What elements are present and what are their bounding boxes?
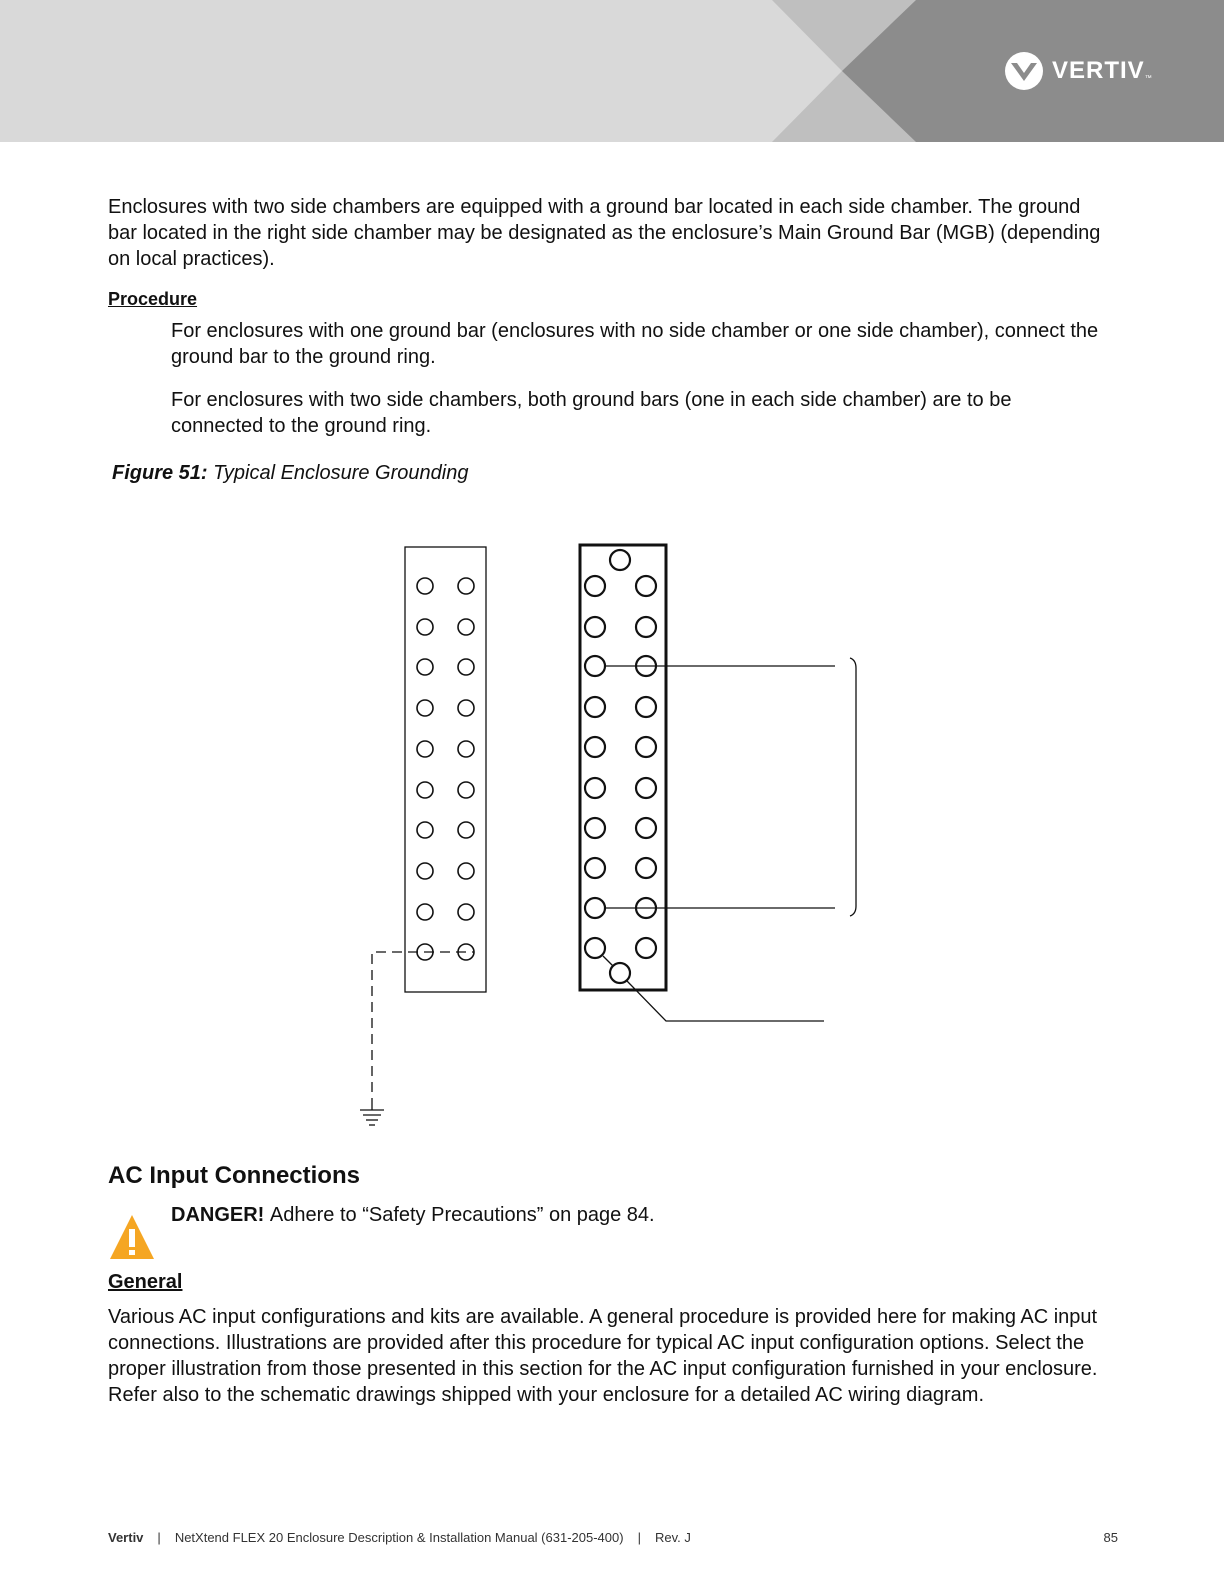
figure-title: Typical Enclosure Grounding — [213, 462, 469, 484]
left-ground-bar — [405, 547, 486, 992]
lead-bracket — [850, 658, 856, 916]
footer-page-number: 85 — [1103, 1530, 1118, 1545]
figure-number: Figure 51: — [112, 462, 208, 484]
general-heading: General — [108, 1271, 183, 1293]
procedure-step-1: For enclosures with one ground bar (enclosures with no side chamber or one side chamber), connect the ground bar to the ground ring. — [171, 320, 1099, 368]
ac-input-heading: AC Input Connections — [108, 1162, 360, 1189]
danger-label: DANGER! — [171, 1204, 265, 1226]
footer-separator: | — [157, 1530, 161, 1545]
ring-lead-line — [627, 981, 824, 1021]
danger-notice — [171, 1204, 655, 1227]
logo-text: VERTIV — [1052, 57, 1145, 84]
warning-icon — [108, 1213, 156, 1261]
earth-ground-icon — [360, 1108, 384, 1125]
page-footer — [108, 1530, 1118, 1545]
vertiv-logo-icon — [1004, 51, 1044, 91]
bottom-link-1 — [603, 956, 613, 966]
intro-paragraph: Enclosures with two side chambers are equipped with a ground bar located in each side chamber. The ground bar located in the right side chamber may be designated as the enclosure’s Main Ground Bar (MGB) (depending on local practices). — [108, 196, 1101, 270]
footer-document-title: NetXtend FLEX 20 Enclosure Description & Installation Manual (631-205-400) — [174, 1530, 624, 1545]
logo-trademark: ™ — [1144, 74, 1152, 82]
procedure-step-2: For enclosures with two side chambers, both ground bars (one in each side chamber) are to be connected to the ground ring. — [171, 389, 1012, 437]
ground-lead-dashed — [372, 952, 474, 1108]
footer-separator: | — [637, 1530, 641, 1545]
procedure-heading: Procedure — [108, 289, 198, 309]
vertiv-logo[interactable] — [1004, 50, 1152, 92]
right-main-ground-bar — [580, 545, 666, 990]
general-paragraph: Various AC input configurations and kits are available. A general procedure is provided here for making AC input connections. Illustrations are provided after this procedure for typical AC input configuration options. Select the proper illustration from those presented in this section for the AC input configuration furnished in your enclosure. Refer also to the schematic drawings shipped with your enclosure for a detailed AC wiring diagram. — [108, 1306, 1098, 1406]
right-bar-holes — [585, 550, 656, 983]
danger-text: Adhere to “Safety Precautions” on page 84. — [269, 1204, 655, 1226]
left-bar-holes — [417, 578, 474, 960]
footer-brand: Vertiv — [108, 1530, 144, 1545]
footer-revision: Rev. J — [654, 1530, 691, 1545]
figure-caption — [112, 462, 468, 485]
